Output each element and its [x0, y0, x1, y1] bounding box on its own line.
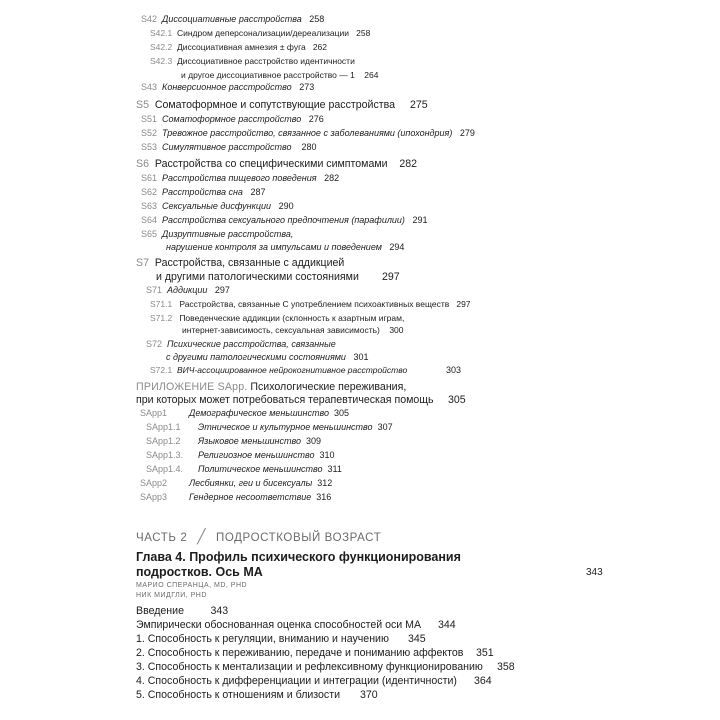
- section-page: 370: [360, 689, 378, 701]
- toc-entry-s51[interactable]: S51 Соматоформное расстройство 276: [141, 114, 324, 124]
- part-slash: ╱: [197, 528, 207, 544]
- toc-entry-s43[interactable]: S43 Конверсионное расстройство 273: [141, 82, 315, 92]
- toc-entry-s5[interactable]: S5 Соматоформное и сопутствующие расстройства: [136, 99, 395, 111]
- toc-entry-appendix-cont[interactable]: при которых может потребоваться терапевтическая помощь: [136, 394, 434, 406]
- section-page: 364: [474, 675, 492, 687]
- toc-entry-s63[interactable]: S63 Сексуальные дисфункции 290: [141, 201, 294, 211]
- section-page: 358: [497, 661, 515, 673]
- toc-entry-s42-3-cont[interactable]: и другое диссоциативное расстройство — 1 264: [181, 70, 379, 80]
- section-item[interactable]: 3. Способность к ментализации и рефлексивному функционированию: [136, 661, 483, 673]
- toc-entry-sapp3[interactable]: SApp3 Гендерное несоответствие 316: [140, 492, 332, 502]
- section-item[interactable]: Эмпирически обоснованная оценка способностей оси MA: [136, 619, 422, 631]
- toc-entry-s7-cont[interactable]: и другими патологическими состояниями: [156, 271, 359, 283]
- toc-page-s72-1: 303: [446, 365, 462, 375]
- chapter-title-line2[interactable]: подростков. Ось MA: [136, 565, 263, 579]
- toc-entry-s72-1[interactable]: S72.1 ВИЧ-ассоциированное нейрокогнитивное расстройство: [150, 365, 408, 375]
- toc-entry-s71-1[interactable]: S71.1 Расстройства, связанные С употреблением психоактивных веществ 297: [150, 299, 471, 309]
- toc-entry-s65-cont[interactable]: нарушение контроля за импульсами и поведением 294: [166, 242, 405, 252]
- toc-entry-s65[interactable]: S65 Дизруптивные расстройства,: [141, 229, 294, 239]
- toc-page-appendix: 305: [448, 394, 466, 406]
- toc-entry-s71-2[interactable]: S71.2 Поведенческие аддикции (склонность к азартным играм,: [150, 313, 405, 323]
- section-page: 351: [476, 647, 494, 659]
- toc-entry-sapp1[interactable]: SApp1 Демографическое меньшинство 305: [140, 408, 350, 418]
- part-title: ПОДРОСТКОВЫЙ ВОЗРАСТ: [216, 532, 382, 544]
- part-heading: [136, 528, 381, 545]
- toc-entry-s42[interactable]: S42 Диссоциативные расстройства 258: [141, 14, 325, 24]
- chapter-page: 343: [586, 567, 603, 578]
- toc-page-s5: 275: [410, 99, 428, 111]
- section-page: 345: [408, 633, 426, 645]
- toc-entry-sapp2[interactable]: SApp2 Лесбиянки, геи и бисексуалы 312: [140, 478, 333, 488]
- toc-entry-s42-1[interactable]: S42.1 Синдром деперсонализации/дереализации 258: [150, 28, 371, 38]
- toc-entry-s52[interactable]: S52 Тревожное расстройство, связанное с заболеваниями (ипохондрия) 279: [141, 128, 475, 138]
- chapter-title-line1[interactable]: Глава 4. Профиль психического функционирования: [136, 550, 461, 564]
- toc-entry-appendix[interactable]: ПРИЛОЖЕНИЕ SApp. Психологические переживания,: [136, 381, 407, 393]
- section-page: 344: [438, 619, 456, 631]
- section-item[interactable]: Введение 343: [136, 605, 229, 617]
- toc-entry-s62[interactable]: S62 Расстройства сна 287: [141, 187, 266, 197]
- section-item[interactable]: 5. Способность к отношениям и близости: [136, 689, 340, 701]
- toc-entry-sapp1-2[interactable]: SApp1.2 Языковое меньшинство 309: [146, 436, 322, 446]
- chapter-author-1: МАРИО СПЕРАНЦА, MD, PHD: [136, 582, 248, 589]
- section-item[interactable]: 4. Способность к дифференциации и интеграции (идентичности): [136, 675, 457, 687]
- section-item[interactable]: 2. Способность к переживанию, передаче и пониманию аффектов: [136, 647, 464, 659]
- chapter-author-2: НИК МИДГЛИ, PHD: [136, 592, 207, 599]
- toc-entry-s71-2-cont[interactable]: интернет-зависимость, сексуальная зависимость) 300: [182, 325, 404, 335]
- toc-entry-s42-2[interactable]: S42.2 Диссоциативная амнезия ± фуга 262: [150, 42, 327, 52]
- toc-entry-sapp1-4[interactable]: SApp1.4. Политическое меньшинство 311: [146, 464, 342, 474]
- toc-entry-s72-cont[interactable]: с другими патологическими состояниями 301: [166, 352, 369, 362]
- toc-entry-sapp1-1[interactable]: SApp1.1 Этническое и культурное меньшинство 307: [146, 422, 393, 432]
- toc-entry-sapp1-3[interactable]: SApp1.3. Религиозное меньшинство 310: [146, 450, 335, 460]
- toc-entry-s61[interactable]: S61 Расстройства пищевого поведения 282: [141, 173, 340, 183]
- toc-entry-s42-3[interactable]: S42.3 Диссоциативное расстройство идентичности: [150, 56, 355, 66]
- toc-entry-s64[interactable]: S64 Расстройства сексуального предпочтения (парафилии) 291: [141, 215, 428, 225]
- toc-entry-s6[interactable]: S6 Расстройства со специфическими симптомами 282: [136, 158, 418, 170]
- toc-entry-s71[interactable]: S71 Аддикции 297: [146, 285, 230, 295]
- toc-page-s7: 297: [382, 271, 400, 283]
- section-item[interactable]: 1. Способность к регуляции, вниманию и научению: [136, 633, 389, 645]
- toc-entry-s72[interactable]: S72 Психические расстройства, связанные: [146, 339, 336, 349]
- part-label: ЧАСТЬ 2: [136, 532, 188, 544]
- toc-entry-s53[interactable]: S53 Симулятивное расстройство 280: [141, 142, 317, 152]
- toc-entry-s7[interactable]: S7 Расстройства, связанные с аддикцией: [136, 257, 345, 269]
